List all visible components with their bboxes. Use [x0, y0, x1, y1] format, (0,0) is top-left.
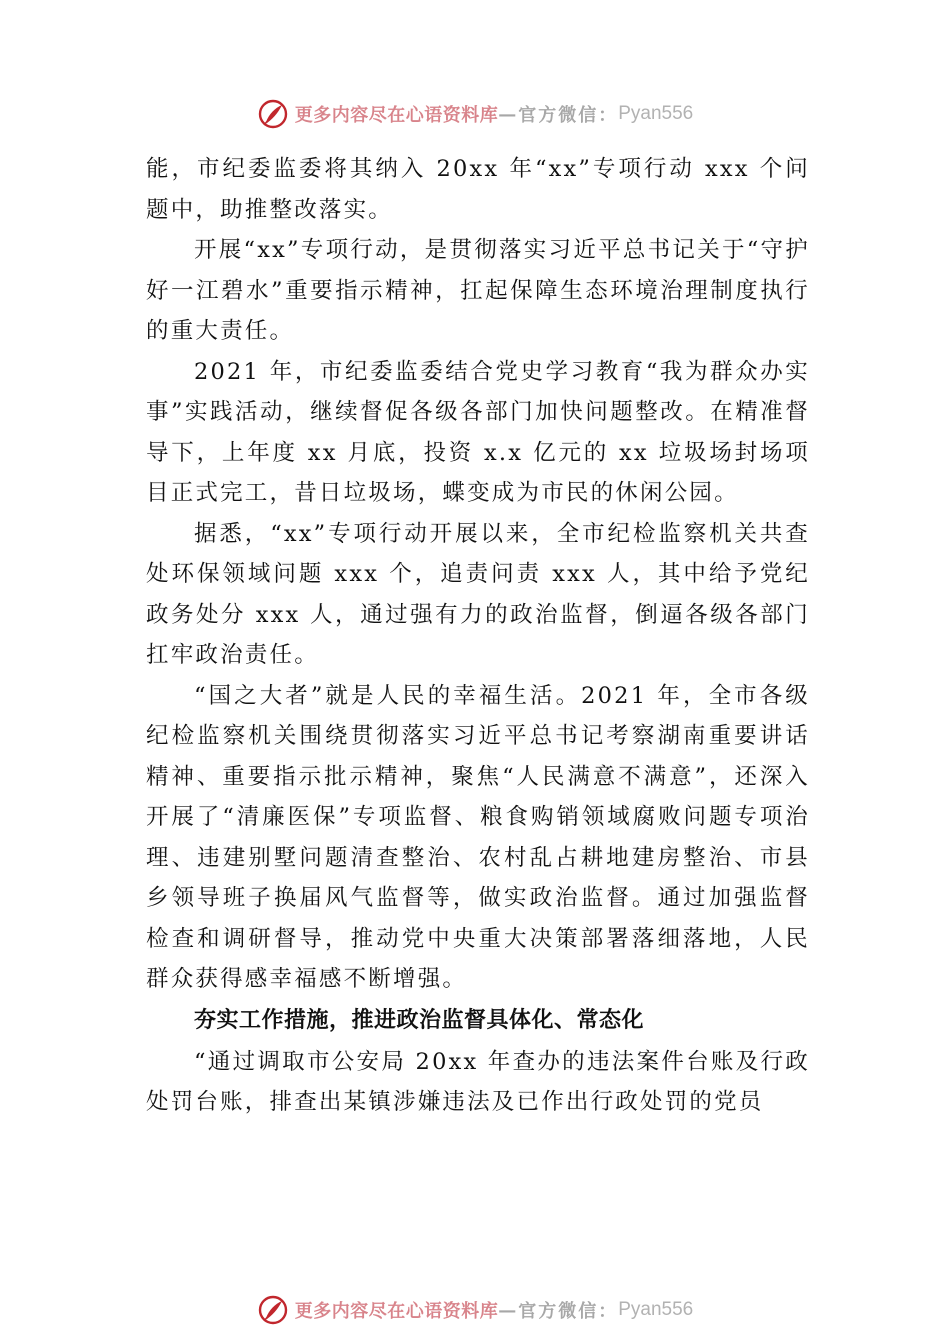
paragraph-3: 2021 年，市纪委监委结合党史学习教育“我为群众办实事”实践活动，继续督促各级各部门加快问题整改。在精准督导下，上年度 xx 月底，投资 x.x 亿元的 xx 垃圾场封场项目正式完工，昔日垃圾场，蝶变成为市民的休闲公园。 — [146, 358, 810, 506]
wechat-label: 官方微信： — [518, 105, 619, 126]
feather-pen-logo-icon — [257, 1294, 289, 1326]
wechat-label: 官方微信： — [518, 1301, 619, 1322]
site-name: 更多内容尽在心语资料库 — [294, 105, 499, 126]
paragraph-6: “通过调取市公安局 20xx 年查办的违法案件台账及行政处罚台账，排查出某镇涉嫌违法及已作出行政处罚的党员 — [146, 1048, 810, 1115]
wechat-account: Pyan556 — [618, 103, 694, 124]
paragraph-1: 能，市纪委监委将其纳入 20xx 年“xx”专项行动 xxx 个问题中，助推整改落实。 — [146, 156, 810, 223]
header-banner — [0, 94, 950, 134]
paragraph-5: “国之大者”就是人民的幸福生活。2021 年，全市各级纪检监察机关围绕贯彻落实习近平总书记考察湖南重要讲话精神、重要指示批示精神，聚焦“人民满意不满意”，还深入开展了“清廉医保”专项监督、粮食购销领域腐败问题专项治理、违建别墅问题清查整治、农村乱占耕地建房整治、市县乡领导班子换届风气监督等，做实政治监督。通过加强监督检查和调研督导，推动党中央重大决策部署落细落地，人民群众获得感幸福感不断增强。 — [146, 682, 810, 992]
feather-pen-logo-icon — [257, 98, 289, 130]
separator-dash: — — [498, 103, 519, 125]
wechat-account: Pyan556 — [618, 1299, 694, 1320]
footer-banner — [0, 1290, 950, 1330]
garbled-glyph: 园 — [689, 480, 715, 506]
section-heading: 夯实工作措施，推进政治监督具体化、常态化 — [194, 1007, 645, 1033]
paragraph-4: 据悉，“xx”专项行动开展以来，全市纪检监察机关共查处环保领域问题 xxx 个，追责问责 xxx 人，其中给予党纪政务处分 xxx 人，通过强有力的政治监督，倒逼各级各部门扛牢政治责任。 — [146, 520, 810, 668]
document-body — [146, 149, 810, 1123]
separator-dash: — — [498, 1299, 519, 1321]
site-name: 更多内容尽在心语资料库 — [294, 1301, 499, 1322]
paragraph-2: 开展“xx”专项行动，是贯彻落实习近平总书记关于“守护好一江碧水”重要指示精神，扛起保障生态环境治理制度执行的重大责任。 — [146, 237, 810, 344]
